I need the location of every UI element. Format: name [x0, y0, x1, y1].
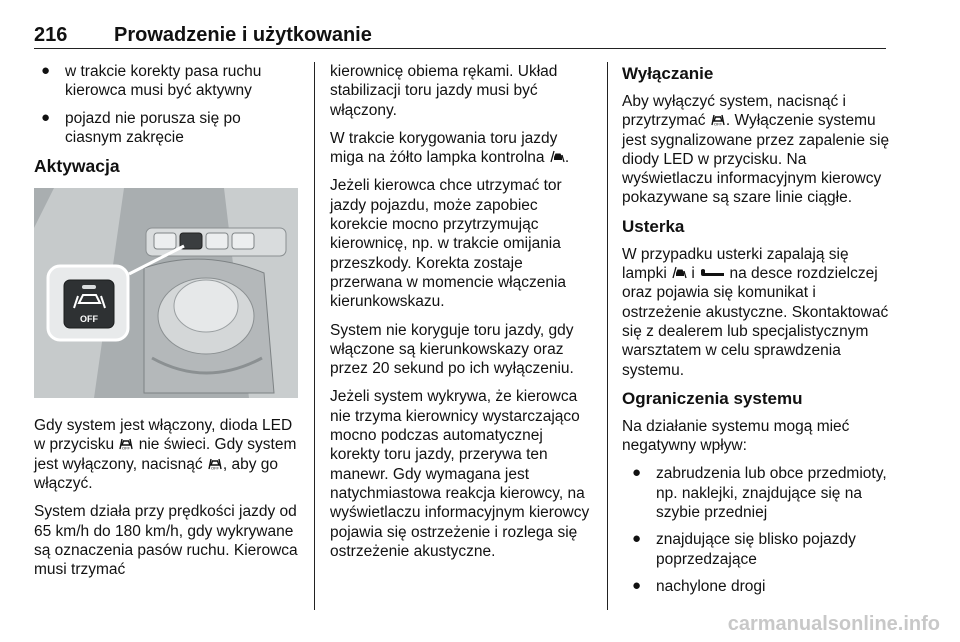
- page-header: [34, 20, 886, 49]
- lane-keep-warning-icon: [671, 266, 687, 279]
- console-illustration: [34, 188, 298, 398]
- page-title: Prowadzenie i użytkowanie: [114, 24, 372, 46]
- paragraph: System nie koryguje toru jazdy, gdy włączone są kierunkowskazy oraz przez 20 sekund po ich wyłączeniu.: [330, 321, 574, 378]
- bullet-icon: ●: [632, 576, 642, 594]
- paragraph: Gdy system jest włączony, dioda LED w przycisku OFF nie świeci. Gdy system jest wyłączony, nacisnąć OFF , aby go włączyć.: [34, 417, 297, 493]
- heading-activation: Aktywacja: [34, 156, 120, 177]
- paragraph: W trakcie korygowania toru jazdy miga na żółto lampka kontrolna .: [330, 129, 570, 167]
- console-photo: [34, 188, 298, 398]
- paragraph: Jeżeli system wykrywa, że kierowca nie trzyma kierownicy wystarczająco mocno podczas automatycznej korekty toru jazdy, przerywa ten manewr. Gdy wymagana jest natychmiastowa reakcja kierowcy, na wyświetlaczu informacyjnym kierowcy pojawia się ostrzeżenie i rozlega się ostrzeżenie akustyczne.: [330, 388, 590, 560]
- lane-keep-warning-icon: [549, 150, 565, 163]
- list-item: ● zabrudzenia lub obce przedmioty, np. naklejki, znajdujące się na szybie przedniej: [632, 464, 887, 522]
- paragraph: System działa przy prędkości jazdy od 65 km/h do 180 km/h, gdy wykrywane są oznaczenia pasów ruchu. Kierowca musi trzymać: [34, 503, 298, 579]
- heading-limitations: Ograniczenia systemu: [622, 388, 803, 408]
- column-divider-1: [314, 62, 315, 610]
- bullet-list-conditions: [34, 62, 300, 147]
- column-1: [34, 62, 300, 589]
- bullet-list-limitations: [622, 464, 890, 596]
- paragraph: W przypadku usterki zapalają się lampki i na desce rozdzielczej oraz pojawia się komunikat i ostrzeżenie akustyczne. Skontaktować się z dealerem lub specjalistycznym warsztatem w celu sprawdzenia systemu.: [622, 245, 889, 379]
- svg-text:OFF: OFF: [210, 465, 219, 470]
- list-item: ● w trakcie korekty pasa ruchu kierowca musi być aktywny: [41, 62, 262, 100]
- svg-text:OFF: OFF: [713, 121, 722, 127]
- page-number: 216: [34, 24, 68, 46]
- steering-wheel-warning-icon: [699, 266, 725, 279]
- paragraph: Na działanie systemu mogą mieć negatywny wpływ:: [622, 417, 850, 455]
- column-2: [330, 62, 594, 570]
- paragraph: Jeżeli kierowca chce utrzymać tor jazdy pojazdu, może zapobiec korekcie mocno przytrzymując kierownicę, np. w trakcie omijania przeszkody. Korekta zostaje przerwana w momencie włączenia kierunkowskazu.: [330, 177, 567, 311]
- lane-assist-button-icon: [710, 113, 726, 126]
- list-item: ● znajdujące się blisko pojazdy poprzedzające: [632, 530, 856, 568]
- off-button-label: OFF: [80, 314, 98, 325]
- bullet-icon: ●: [632, 530, 642, 548]
- paragraph: kierownicę obiema rękami. Układ stabilizacji toru jazdy musi być włączony.: [330, 63, 558, 119]
- bullet-icon: ●: [41, 108, 51, 126]
- list-item: ● pojazd nie porusza się po ciasnym zakręcie: [41, 108, 241, 146]
- paragraph: Aby wyłączyć system, nacisnąć i przytrzymać OFF . Wyłączenie systemu jest sygnalizowane przez zapalenie się diody LED w przycisku. Na wyświetlaczu informacyjnym kierowcy pokazywane są szare linie ciągłe.: [622, 93, 890, 207]
- watermark: carmanualsonline.info: [727, 613, 940, 635]
- column-3: [622, 62, 890, 605]
- column-divider-2: [607, 62, 608, 610]
- svg-text:OFF: OFF: [122, 445, 131, 451]
- heading-fault: Usterka: [622, 216, 685, 236]
- bullet-icon: ●: [41, 62, 51, 79]
- bullet-icon: ●: [632, 464, 642, 482]
- lane-assist-button-icon: [207, 457, 223, 470]
- heading-deactivation: Wyłączanie: [622, 64, 714, 83]
- list-item: ● nachylone drogi: [632, 576, 766, 595]
- lane-assist-button-icon: [118, 437, 134, 450]
